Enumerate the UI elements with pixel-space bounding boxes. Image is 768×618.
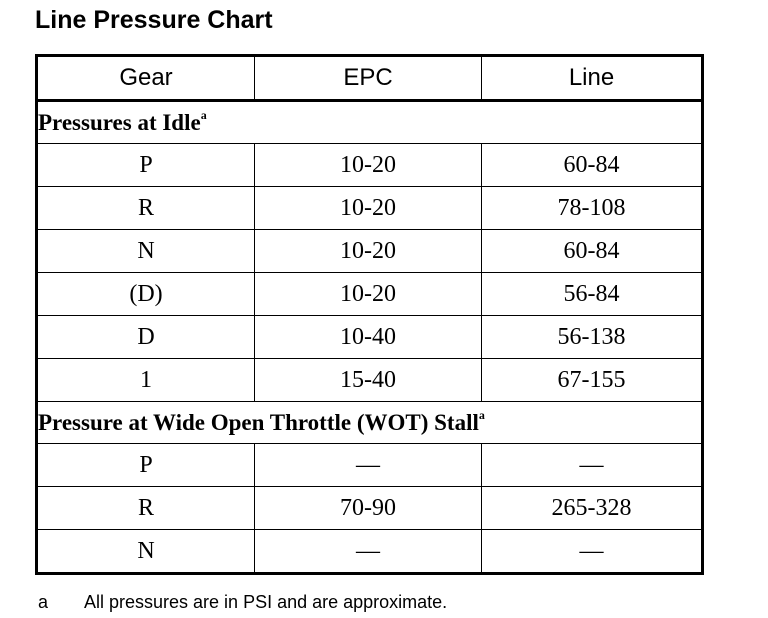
- gear-cell: D: [37, 316, 255, 359]
- section-label: Pressure at Wide Open Throttle (WOT) Stall: [38, 409, 479, 435]
- column-header-line: Line: [482, 56, 703, 101]
- section-label: Pressures at Idle: [38, 109, 201, 135]
- table-row: [37, 530, 703, 574]
- line-cell: —: [482, 444, 703, 487]
- table-row: [37, 187, 703, 230]
- table-row: [37, 316, 703, 359]
- line-cell: 56-138: [482, 316, 703, 359]
- column-header-epc: EPC: [255, 56, 482, 101]
- table-row: [37, 144, 703, 187]
- line-cell: 60-84: [482, 144, 703, 187]
- footnote-text: All pressures are in PSI and are approximate.: [84, 592, 448, 612]
- line-cell: 56-84: [482, 273, 703, 316]
- table-row: [37, 230, 703, 273]
- header-row: [37, 56, 703, 101]
- table-row: [37, 359, 703, 402]
- section-label-cell: [37, 101, 703, 144]
- gear-cell: 1: [37, 359, 255, 402]
- line-cell: 265-328: [482, 487, 703, 530]
- gear-cell: P: [37, 144, 255, 187]
- line-cell: —: [482, 530, 703, 574]
- epc-cell: 10-20: [255, 273, 482, 316]
- gear-cell: N: [37, 530, 255, 574]
- column-header-gear: Gear: [37, 56, 255, 101]
- epc-cell: 15-40: [255, 359, 482, 402]
- table-row: [37, 273, 703, 316]
- epc-cell: —: [255, 530, 482, 574]
- epc-cell: —: [255, 444, 482, 487]
- page-title: Line Pressure Chart: [35, 6, 273, 34]
- gear-cell: R: [37, 487, 255, 530]
- epc-cell: 10-20: [255, 230, 482, 273]
- epc-cell: 70-90: [255, 487, 482, 530]
- epc-cell: 10-20: [255, 187, 482, 230]
- section-label-cell: [37, 402, 703, 444]
- line-pressure-table: [35, 54, 704, 575]
- footnote-ref: a: [478, 407, 485, 422]
- line-cell: 60-84: [482, 230, 703, 273]
- section-header-wot-stall: [37, 402, 703, 444]
- table-row: [37, 487, 703, 530]
- line-cell: 67-155: [482, 359, 703, 402]
- gear-cell: P: [37, 444, 255, 487]
- line-cell: 78-108: [482, 187, 703, 230]
- footnote: [38, 592, 447, 613]
- epc-cell: 10-40: [255, 316, 482, 359]
- table-row: [37, 444, 703, 487]
- gear-cell: N: [37, 230, 255, 273]
- section-header-idle: [37, 101, 703, 144]
- footnote-mark: a: [38, 592, 49, 612]
- gear-cell: R: [37, 187, 255, 230]
- epc-cell: 10-20: [255, 144, 482, 187]
- footnote-ref: a: [200, 107, 207, 122]
- gear-cell: (D): [37, 273, 255, 316]
